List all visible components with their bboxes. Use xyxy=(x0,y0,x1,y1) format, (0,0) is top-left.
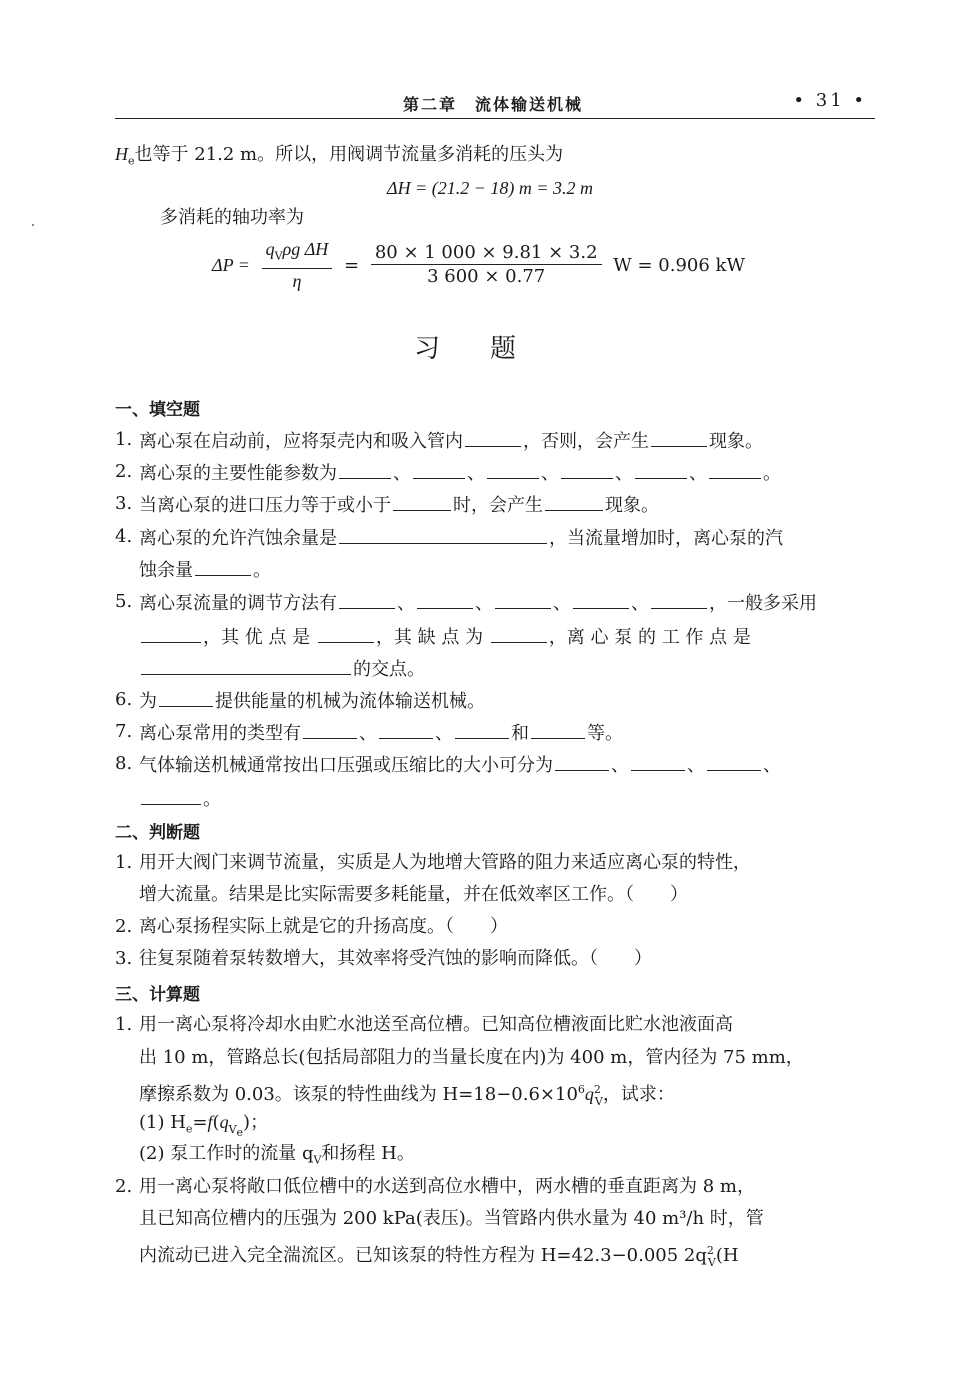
section-fill-in: 一、填空题 xyxy=(115,400,200,420)
fill-question-5-cont-1: ，其 优 点 是 ，其 缺 点 为 ，离 心 泵 的 工 作 点 是 xyxy=(139,624,751,650)
scan-speck xyxy=(32,224,34,226)
fill-question-5-cont-2: 的交点。 xyxy=(139,656,425,682)
exercises-title: 习题 xyxy=(413,334,566,364)
calc-question-2-line-2: 且已知高位槽内的压强为 200 kPa(表压)。当管路内供水量为 40 m³/h 时，管 xyxy=(139,1208,764,1229)
equation-delta-p: ΔP = $\frac{q_V\rho g \Delta H}{\eta}$ = $\frac{80 \times 1 000 \times 9.81 \times 3.2}{3 600 \times 0.77}$ W = 0.906 kW xyxy=(212,239,745,291)
page-header xyxy=(115,88,875,119)
equation-delta-h: ΔH = (21.2 − 18) m = 3.2 m xyxy=(387,178,593,198)
fill-question-8-cont: 。 xyxy=(139,786,221,812)
intro-line-1: $H_e$也等于 21.2 m。所以，用阀调节流量多消耗的压头为 xyxy=(115,144,564,168)
calc-question-1-line-2: 出 10 m，管路总长(包括局部阻力的当量长度在内)为 400 m，管内径为 75 mm， xyxy=(139,1047,804,1068)
page: 第二章 流体输送机械 • 31 • $H_e$也等于 21.2 m。所以，用阀调节流量多消耗的压头为 ΔH = (21.2 − 18) m = 3.2 m 多消耗的轴功率为 ΔP = $\frac{q_V\rho g \Delta H}{\eta}$ = $\frac{80 \times 1 000 \times 9.81 \times 3.2}{3 600 \times 0.77}$ W = 0.906 kW 习题 一、填空题 1. 离心泵在启动前，应将泵壳内和吸入管内 ，否则，会产生 现象。 2. 离心泵的主要性能参数为 、 、 、 、 、 。 3. 当离心泵的进口压力等于或小于 时，会产生 现象。 4. 离心泵的允许汽蚀余量是 ，当流量增加时，离心泵的汽 蚀余量 。 5. 离心泵流量的调节方法有 、 、 、 、 ，一般多采用 ，其 优 点 是 ，其 缺 点 为 ，离 心 泵 的 工 作 点 是 的交点。 6. 为 提供能量的机械为流体输送机械。 7. 离心泵常用的类型有 、 、 和 等。 8. 气体输送机械通常按出口压强或压缩比的大小可分为 、 、 、 。 二、判断题 1. 用开大阀门来调节流量，实质是人为地增大管路的阻力来适应离心泵的特性， 增大流量。结果是比实际需要多耗能量，并在低效率区工作。（ ） 2. 离心泵扬程实际上就是它的升扬高度。（ ） 3. 往复泵随着泵转数增大，其效率将受汽蚀的影响而降低。（ ） 三、计算题 1. 用一离心泵将冷却水由贮水池送至高位槽。已知高位槽液面比贮水池液面高 出 10 m，管路总长(包括局部阻力的当量长度在内)为 400 m，管内径为 75 mm， 摩擦系数为 0.03。该泵的特性曲线为 $H=18-0.6\times 10^6q^2_V$，试求： (1) $H_e=f(q_{V_e})$； (2) 泵工作时的流量 $q_V$和扬程 H。 2. 用一离心泵将敞口低位槽中的水送到高位水槽中，两水槽的垂直距离为 8 m， 且已知高位槽内的压强为 200 kPa(表压)。当管路内供水量为 40 m³/h 时，管 内流动已进入完全湍流区。已知该泵的特性方程为 H=42.3−0.005 $2q^2_V(H$ xyxy=(0,0,980,1388)
section-calculation: 三、计算题 xyxy=(115,985,200,1005)
section-judgement: 二、判断题 xyxy=(115,823,200,843)
page-number: • 31 • xyxy=(793,90,867,111)
calc-question-2-line-3: 内流动已进入完全湍流区。已知该泵的特性方程为 H=42.3−0.005 $2q^2_V(H$ xyxy=(139,1244,739,1269)
calc-question-1-part-1: (1) $H_e=f(q_{V_e})$； xyxy=(139,1112,269,1139)
chapter-title: 第二章 流体输送机械 xyxy=(403,95,584,114)
calc-question-1-line-3: 摩擦系数为 0.03。该泵的特性曲线为 $H=18-0.6\times 10^6q^2_V$，试求： xyxy=(139,1083,675,1108)
judge-question-1-cont: 增大流量。结果是比实际需要多耗能量，并在低效率区工作。（ ） xyxy=(139,884,688,905)
calc-question-1-part-2: (2) 泵工作时的流量 $q_V$和扬程 H。 xyxy=(139,1143,415,1167)
intro-line-2: 多消耗的轴功率为 xyxy=(160,207,304,228)
fill-question-4-cont: 蚀余量 。 xyxy=(139,557,271,583)
